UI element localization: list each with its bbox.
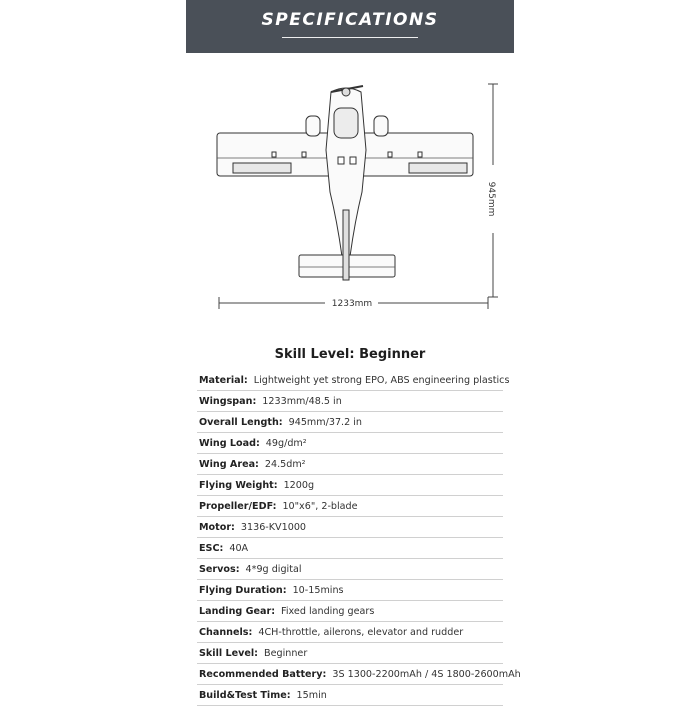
spec-row [197, 496, 503, 517]
spec-label: Motor: [199, 521, 235, 533]
left-aileron [233, 163, 291, 173]
spec-value: 3136-KV1000 [240, 521, 307, 533]
spec-label: Channels: [199, 626, 253, 638]
spec-label: ESC: [199, 542, 224, 554]
battery-hatch-left [338, 157, 344, 164]
spec-value: 49g/dm² [265, 437, 307, 449]
skill-level-heading: Skill Level: Beginner [274, 347, 426, 362]
spec-row [197, 538, 503, 559]
right-aileron [409, 163, 467, 173]
spec-row [197, 685, 503, 706]
spec-label: Wing Load: [199, 437, 260, 449]
spec-label: Overall Length: [199, 416, 283, 428]
spec-value: 3S 1300-2200mAh / 4S 1800-2600mAh [332, 668, 521, 680]
spec-row [197, 370, 510, 391]
airplane-dimension-drawing [0, 60, 700, 320]
spec-row [197, 559, 503, 580]
spec-label: Wing Area: [199, 458, 259, 470]
spec-row [197, 412, 503, 433]
specifications-table [197, 370, 521, 706]
cockpit [334, 108, 358, 138]
spec-value: 1233mm/48.5 in [262, 395, 342, 407]
banner-underline [282, 37, 418, 38]
spec-value: 15min [296, 689, 327, 701]
spec-label: Wingspan: [199, 395, 257, 407]
spec-label: Landing Gear: [199, 605, 276, 617]
spec-row [197, 664, 521, 685]
spinner [342, 88, 350, 96]
spec-row [197, 475, 503, 496]
servo-mark [418, 152, 422, 157]
spec-row [197, 643, 503, 664]
spec-label: Servos: [199, 563, 240, 575]
spec-label: Build&Test Time: [199, 689, 291, 701]
right-wing-pod [374, 116, 388, 136]
servo-mark [388, 152, 392, 157]
servo-mark [302, 152, 306, 157]
spec-value: 10"x6", 2-blade [282, 500, 358, 512]
spec-row [197, 601, 503, 622]
spec-value: 4*9g digital [245, 563, 302, 575]
spec-value: 945mm/37.2 in [288, 416, 363, 428]
spec-value: 24.5dm² [264, 458, 306, 470]
battery-hatch-right [350, 157, 356, 164]
length-label: 945mm [486, 181, 496, 217]
spec-label: Propeller/EDF: [199, 500, 277, 512]
spec-label: Flying Weight: [199, 479, 278, 491]
spec-label: Recommended Battery: [199, 668, 327, 680]
vertical-fin [343, 210, 349, 280]
specifications-banner [186, 0, 514, 53]
spec-row [197, 391, 503, 412]
spec-label: Flying Duration: [199, 584, 287, 596]
spec-row [197, 454, 503, 475]
spec-row [197, 580, 503, 601]
spec-value: 40A [229, 542, 249, 554]
spec-value: 10-15mins [292, 584, 344, 596]
spec-row [197, 433, 503, 454]
spec-row [197, 517, 503, 538]
banner-title: SPECIFICATIONS [261, 10, 439, 30]
spec-value: Lightweight yet strong EPO, ABS engineering plastics [253, 374, 510, 386]
spec-value: Beginner [264, 647, 308, 659]
spec-label: Skill Level: [199, 647, 259, 659]
wingspan-label: 1233mm [331, 299, 373, 309]
spec-label: Material: [199, 374, 248, 386]
spec-value: 1200g [283, 479, 315, 491]
left-wing-pod [306, 116, 320, 136]
servo-mark [272, 152, 276, 157]
spec-value: Fixed landing gears [281, 605, 375, 617]
spec-value: 4CH-throttle, ailerons, elevator and rudder [258, 626, 464, 638]
spec-row [197, 622, 503, 643]
